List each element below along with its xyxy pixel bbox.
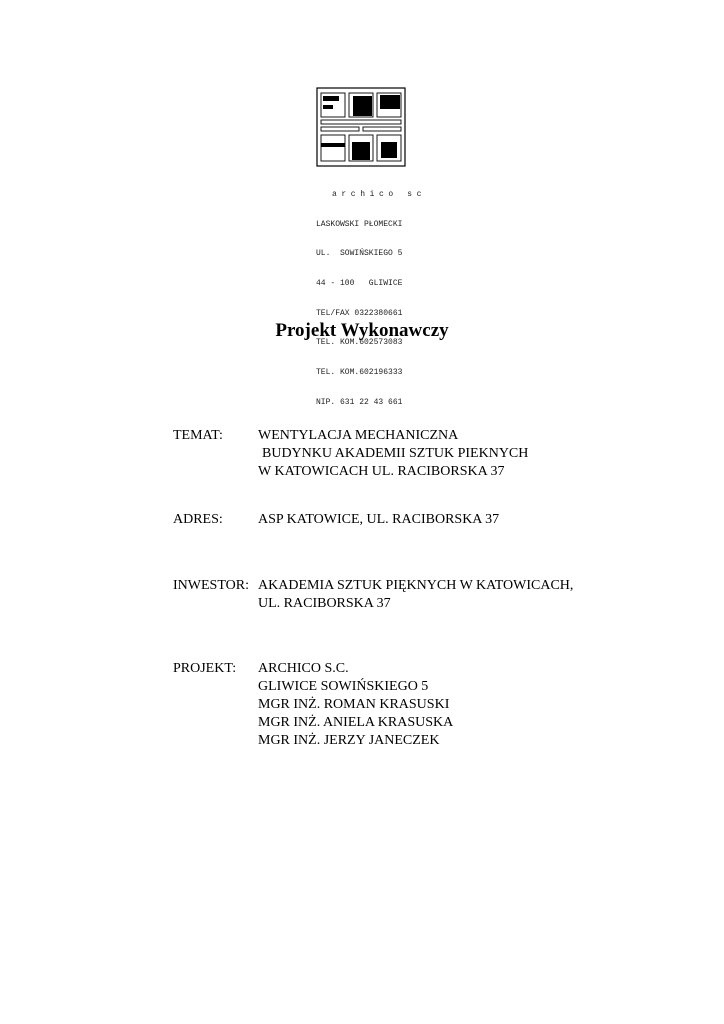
- projekt-label: PROJEKT:: [173, 661, 237, 676]
- projekt-line: GLIWICE SOWIŃSKIEGO 5: [258, 679, 429, 694]
- company-line: LASKOWSKI PŁOMECKI: [316, 219, 403, 229]
- temat-line: BUDYNKU AKADEMII SZTUK PIEKNYCH: [262, 446, 529, 461]
- temat-label: TEMAT:: [173, 428, 223, 443]
- company-info: [316, 170, 426, 418]
- inwestor-label: INWESTOR:: [173, 578, 249, 593]
- company-line: TEL. KOM.602573083: [316, 338, 403, 348]
- inwestor-line: AKADEMIA SZTUK PIĘKNYCH W KATOWICACH,: [258, 578, 574, 593]
- projekt-line: ARCHICO S.C.: [258, 661, 349, 676]
- adres-line: ASP KATOWICE, UL. RACIBORSKA 37: [258, 512, 500, 527]
- temat-line: WENTYLACJA MECHANICZNA: [258, 428, 459, 443]
- temat-line: W KATOWICACH UL. RACIBORSKA 37: [258, 464, 505, 479]
- document-title: Projekt Wykonawczy: [275, 320, 449, 341]
- projekt-line: MGR INŻ. ROMAN KRASUSKI: [258, 697, 450, 712]
- company-line: TEL/FAX 0322380661: [316, 308, 403, 318]
- adres-label: ADRES:: [173, 512, 223, 527]
- projekt-line: MGR INŻ. JERZY JANECZEK: [258, 733, 440, 748]
- company-line: NIP. 631 22 43 661: [316, 397, 403, 407]
- company-name: archico sc: [332, 189, 427, 199]
- company-line: 44 - 100 GLIWICE: [316, 278, 403, 288]
- projekt-line: MGR INŻ. ANIELA KRASUSKA: [258, 715, 454, 730]
- inwestor-line: UL. RACIBORSKA 37: [258, 596, 391, 611]
- company-line: UL. SOWIŃSKIEGO 5: [316, 249, 403, 259]
- company-line: TEL. KOM.602196333: [316, 368, 403, 378]
- archico-logo-icon: [316, 87, 406, 167]
